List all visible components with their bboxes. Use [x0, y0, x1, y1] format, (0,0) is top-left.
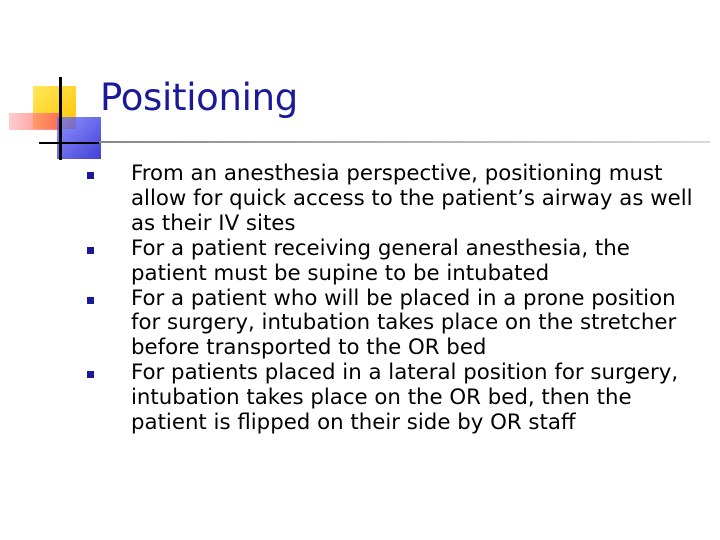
title-rule	[99, 141, 710, 143]
square-bullet-icon	[87, 247, 94, 254]
bullet-text: For patients placed in a lateral position for surgery, intubation takes place on the OR bed, then the patient is flipped on their side by OR staff	[131, 360, 679, 436]
square-bullet-icon	[87, 297, 94, 304]
bullet-item	[86, 162, 711, 237]
slide-title: Positioning	[100, 76, 298, 119]
bullet-item	[86, 361, 711, 436]
deco-blue-square	[57, 117, 101, 159]
square-bullet-icon	[87, 371, 94, 378]
square-bullet-icon	[87, 172, 94, 179]
deco-red-bar	[9, 113, 60, 130]
bullet-item	[86, 237, 711, 287]
bullet-text: For a patient receiving general anesthesia, the patient must be supine to be intubated	[131, 235, 630, 286]
bullet-list	[86, 162, 711, 436]
bullet-item	[86, 287, 711, 362]
deco-vertical-line	[59, 77, 62, 160]
deco-horizontal-line	[39, 142, 99, 144]
bullet-text: From an anesthesia perspective, positioning must allow for quick access to the patient’s airway as well as their IV sites	[131, 161, 693, 236]
bullet-text: For a patient who will be placed in a prone position for surgery, intubation takes place on the stretcher before transported to the OR bed	[131, 285, 677, 361]
